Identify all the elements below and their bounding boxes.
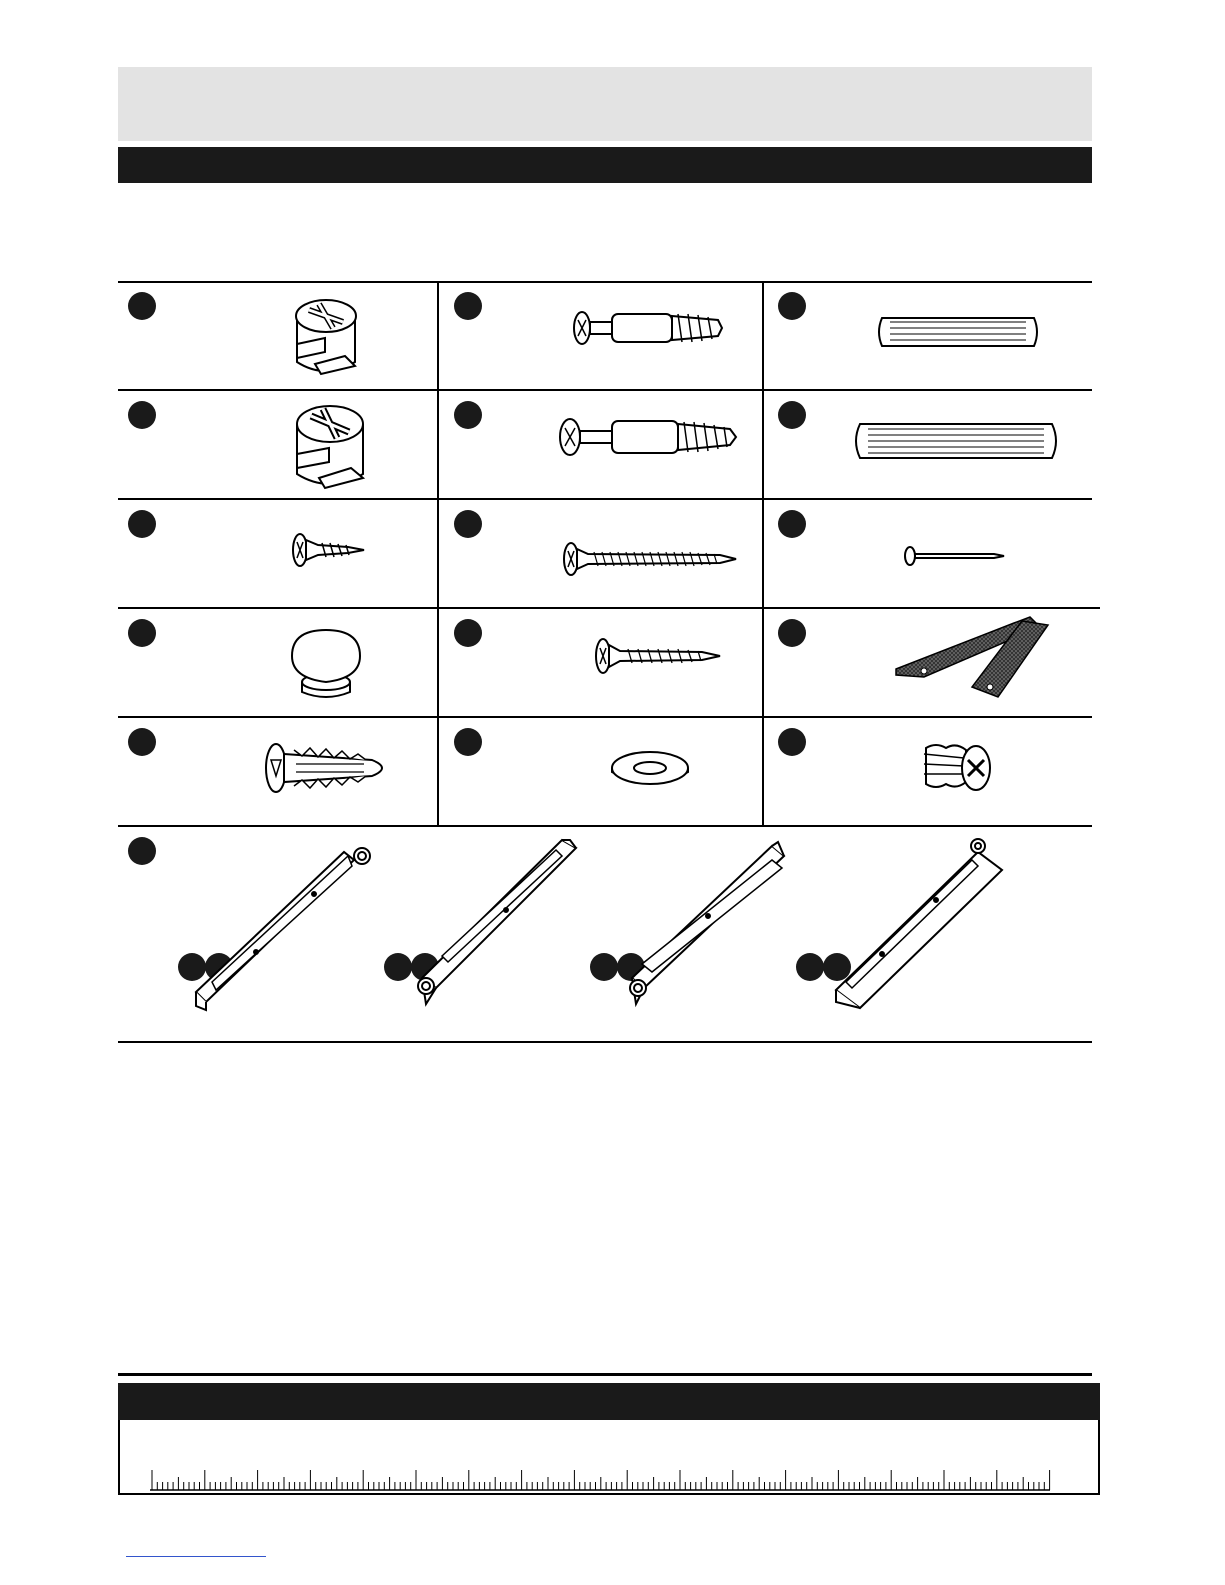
part-badge (454, 401, 482, 429)
dowel-icon (876, 312, 1042, 352)
footer-link-underline[interactable] (126, 1556, 266, 1557)
part-badge (128, 401, 156, 429)
table-top-border (118, 281, 1092, 283)
header-banner (118, 67, 1092, 141)
part-badge (454, 619, 482, 647)
runner-badge (384, 953, 412, 981)
section-divider (118, 1373, 1092, 1376)
wall-plug-icon (260, 740, 394, 796)
cam-bolt-icon (554, 413, 740, 461)
drawer-runner-icon (194, 842, 372, 1010)
strap-icon (894, 615, 1052, 699)
screw-icon (560, 538, 738, 580)
ruler-icon (150, 1468, 1054, 1492)
runner-badge (590, 953, 618, 981)
cam-lock-icon (285, 398, 385, 492)
row-divider (118, 607, 1100, 609)
part-badge (128, 619, 156, 647)
part-badge (778, 292, 806, 320)
row-divider (118, 825, 1092, 827)
part-badge (778, 401, 806, 429)
part-badge (128, 728, 156, 756)
row-divider (118, 498, 1092, 500)
drawer-runner-icon (412, 838, 578, 1006)
insert-nut-icon (916, 738, 994, 794)
column-divider (762, 282, 764, 825)
part-badge (454, 510, 482, 538)
cam-bolt-icon (568, 306, 728, 350)
part-badge (128, 837, 156, 865)
screw-icon (592, 634, 722, 678)
row-divider (118, 716, 1092, 718)
runner-badge (796, 953, 824, 981)
cam-lock-icon (285, 294, 375, 378)
drawer-runner-icon (622, 842, 786, 1008)
washer-icon (610, 750, 690, 790)
part-badge (778, 510, 806, 538)
part-badge (454, 728, 482, 756)
part-badge (128, 292, 156, 320)
ruler-title-bar (118, 1383, 1100, 1420)
part-badge (778, 619, 806, 647)
table-bottom-border (118, 1041, 1092, 1043)
drawer-runner-icon (832, 836, 1004, 1010)
part-badge (128, 510, 156, 538)
screw-icon (290, 530, 366, 570)
nail-icon (902, 544, 1006, 568)
knob-icon (284, 626, 368, 704)
part-badge (778, 728, 806, 756)
dowel-icon (852, 418, 1060, 464)
row-divider (118, 389, 1092, 391)
part-badge (454, 292, 482, 320)
section-title-bar (118, 147, 1092, 183)
column-divider (437, 282, 439, 825)
